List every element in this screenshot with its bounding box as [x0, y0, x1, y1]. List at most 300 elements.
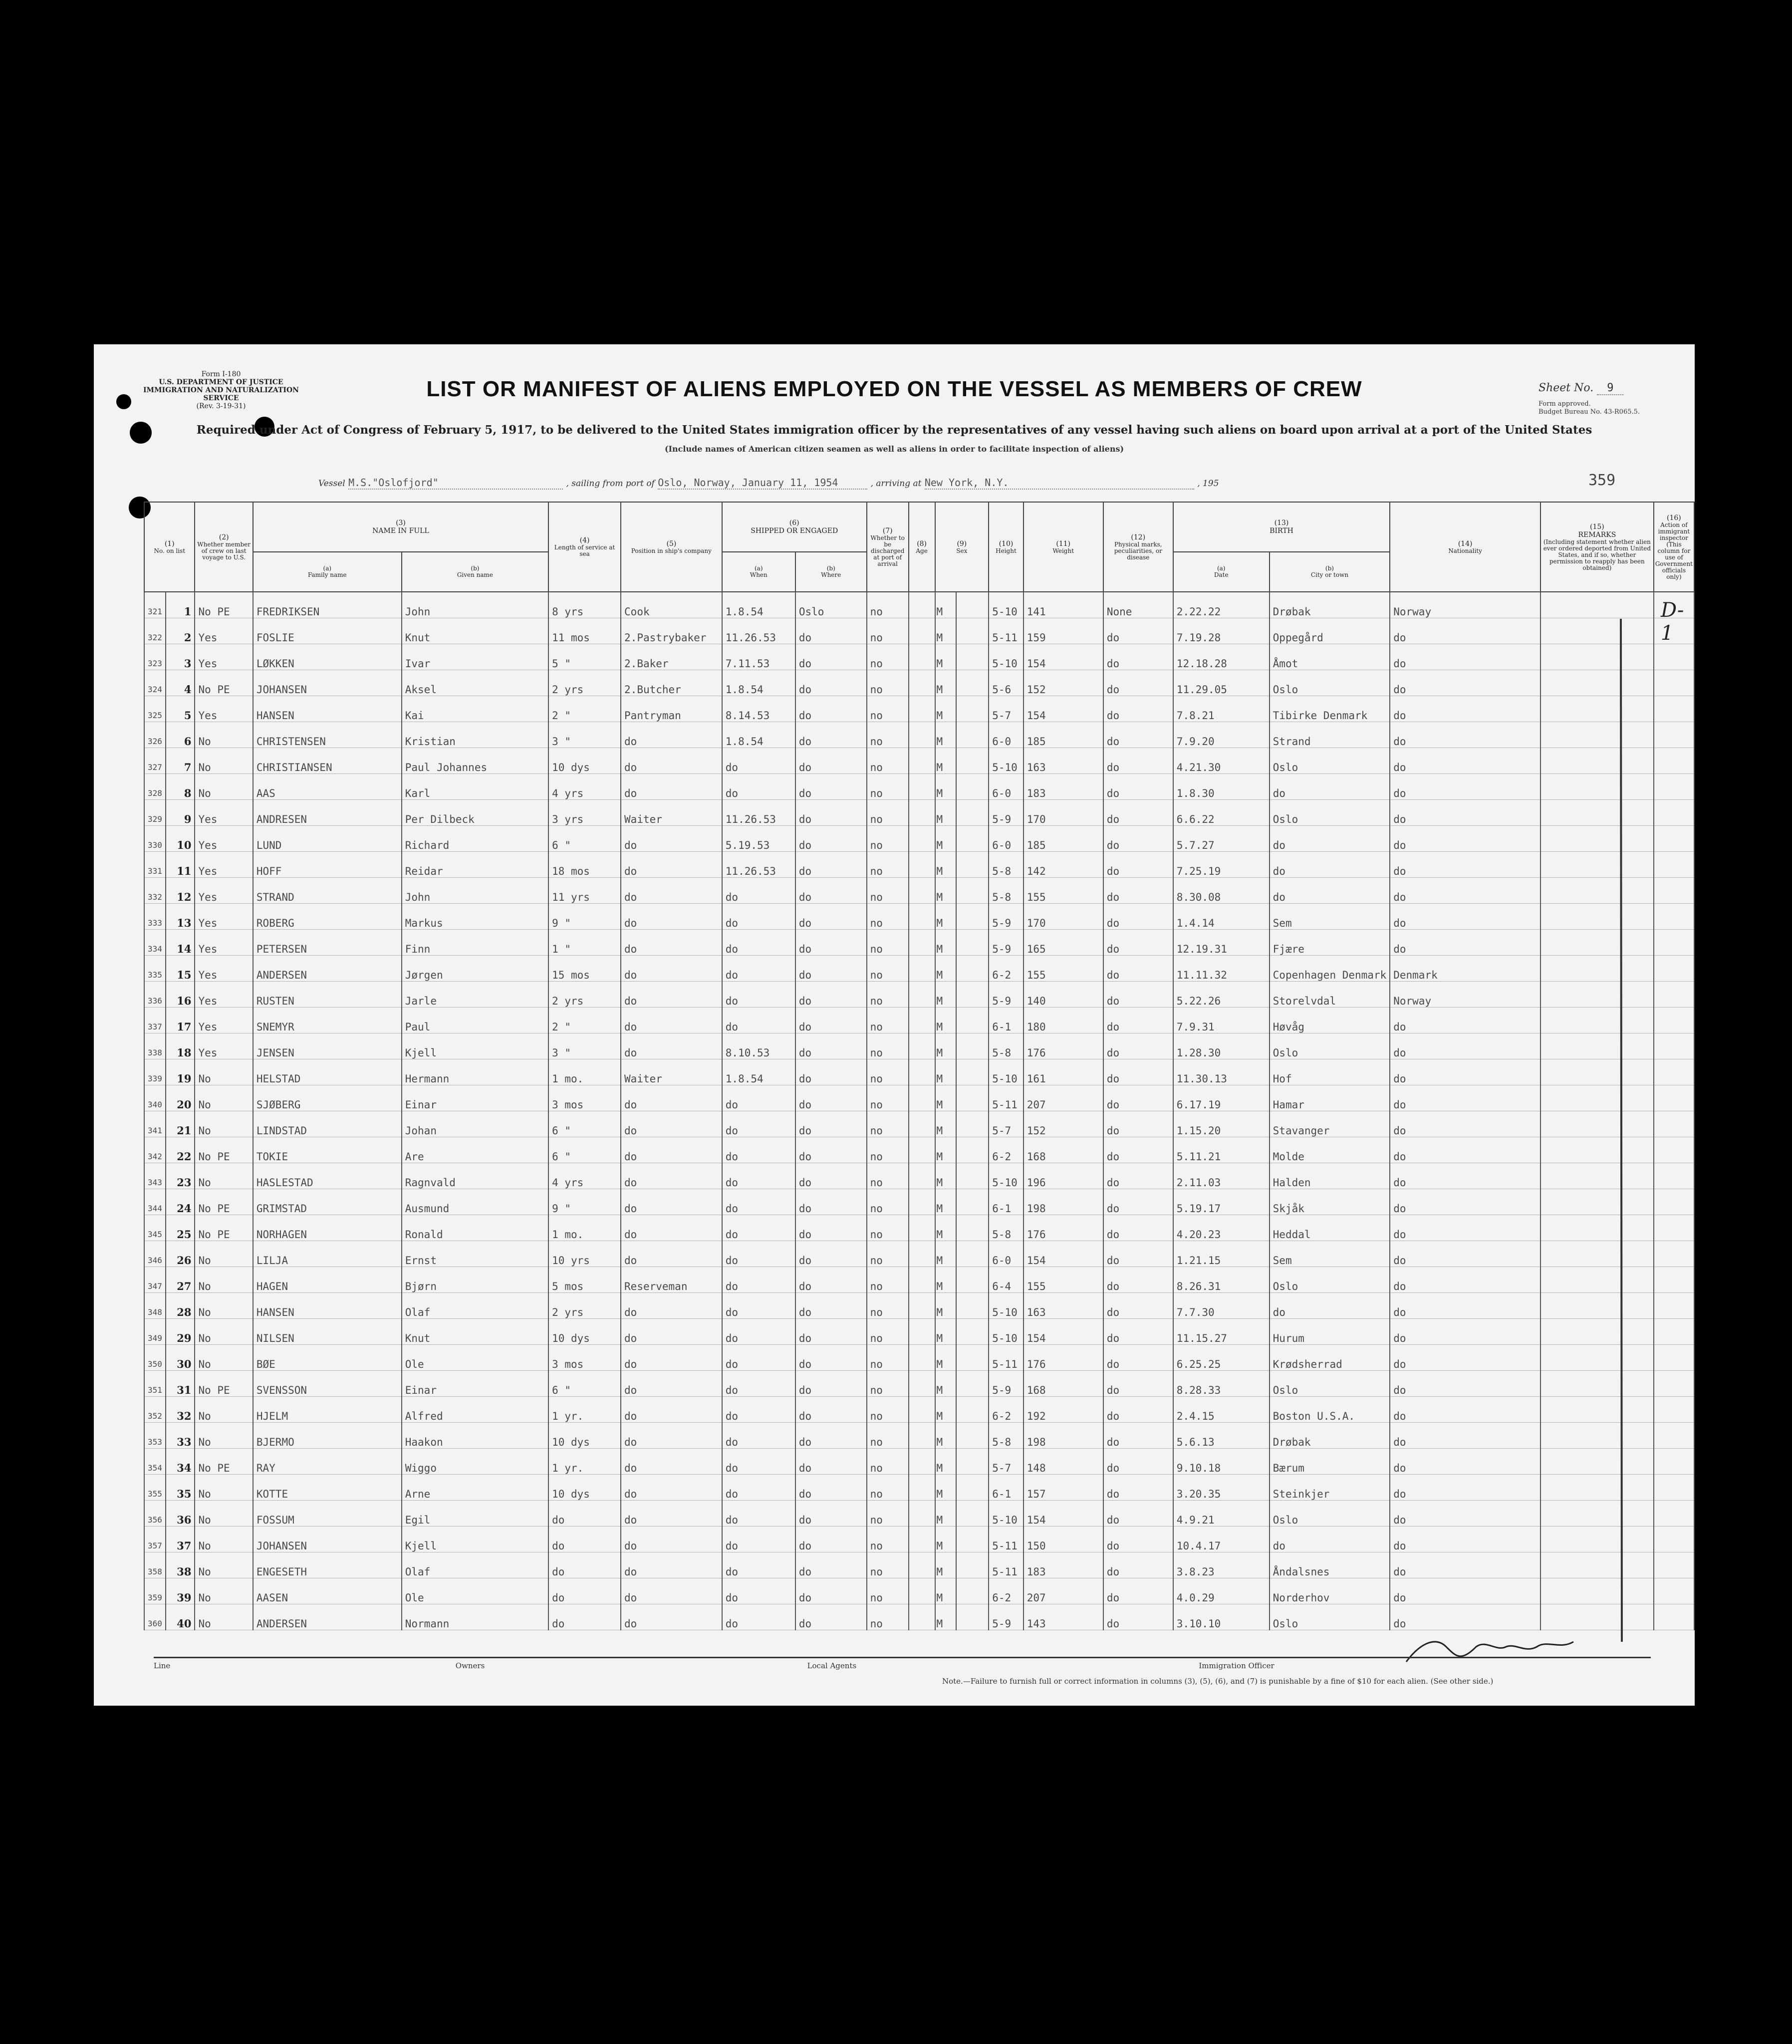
cell-fam: FOSLIE: [253, 618, 402, 644]
cell-prev: Yes: [195, 696, 253, 722]
cell-when: do: [722, 1008, 795, 1033]
table-row: [144, 644, 1694, 670]
cell-blank: [956, 1267, 989, 1293]
table-row: [144, 774, 1694, 800]
row-seq: 335: [144, 956, 166, 982]
cell-fam: FREDRIKSEN: [253, 592, 402, 618]
cell-ht: 6-1: [989, 1189, 1024, 1215]
cell-nat: do: [1390, 930, 1540, 956]
cell-where: do: [795, 644, 867, 670]
cell-city: Oslo: [1270, 1604, 1390, 1630]
cell-ht: 6-2: [989, 1137, 1024, 1163]
inspector-line: [1601, 614, 1631, 1652]
cell-dis: no: [867, 1527, 909, 1552]
row-seq: 339: [144, 1059, 166, 1085]
cell-age: [909, 1371, 935, 1397]
cell-marks: do: [1103, 1267, 1173, 1293]
cell-nat: do: [1390, 1163, 1540, 1189]
table-row: [144, 1189, 1694, 1215]
cell-prev: No: [195, 722, 253, 748]
cell-city: Stavanger: [1270, 1111, 1390, 1137]
cell-pos: Waiter: [621, 800, 722, 826]
cell-sex: M: [935, 1267, 957, 1293]
cell-rem: [1540, 1319, 1654, 1345]
cell-dis: no: [867, 852, 909, 878]
cell-given: Richard: [402, 826, 548, 852]
cell-act: [1654, 1189, 1694, 1215]
cell-svc: do: [548, 1604, 621, 1630]
col-action: [1654, 502, 1694, 592]
cell-sex: M: [935, 1371, 957, 1397]
cell-blank: [956, 1241, 989, 1267]
cell-age: [909, 1423, 935, 1449]
col-where: [795, 552, 867, 592]
cell-marks: do: [1103, 1215, 1173, 1241]
col-family-title: Family name: [307, 571, 347, 578]
cell-svc: 8 yrs: [548, 592, 621, 618]
cell-fam: LILJA: [253, 1241, 402, 1267]
row-number: 17: [166, 1008, 195, 1033]
cell-where: do: [795, 1189, 867, 1215]
cell-given: Paul: [402, 1008, 548, 1033]
row-seq: 353: [144, 1423, 166, 1449]
cell-nat: do: [1390, 1241, 1540, 1267]
row-number: 15: [166, 956, 195, 982]
cell-sex: M: [935, 1189, 957, 1215]
cell-given: Finn: [402, 930, 548, 956]
cell-marks: do: [1103, 1397, 1173, 1423]
cell-rem: [1540, 1527, 1654, 1552]
cell-when: do: [722, 1475, 795, 1501]
cell-bdate: 11.29.05: [1173, 670, 1270, 696]
cell-when: do: [722, 1085, 795, 1111]
cell-act: [1654, 1501, 1694, 1527]
cell-blank: [956, 1552, 989, 1578]
cell-where: do: [795, 1449, 867, 1475]
page-title: LIST OR MANIFEST OF ALIENS EMPLOYED ON THE VESSEL AS MEMBERS OF CREW: [426, 377, 1362, 401]
cell-ht: 5-8: [989, 1423, 1024, 1449]
cell-bdate: 1.8.30: [1173, 774, 1270, 800]
table-row: [144, 1345, 1694, 1371]
cell-age: [909, 722, 935, 748]
cell-act: [1654, 878, 1694, 904]
cell-rem: [1540, 1293, 1654, 1319]
cell-where: do: [795, 1371, 867, 1397]
cell-nat: do: [1390, 1449, 1540, 1475]
sailing-label: , sailing from port of: [566, 479, 655, 489]
cell-given: Alfred: [402, 1397, 548, 1423]
cell-fam: PETERSEN: [253, 930, 402, 956]
cell-svc: 10 dys: [548, 1475, 621, 1501]
cell-ht: 5-9: [989, 1371, 1024, 1397]
cell-bdate: 5.6.13: [1173, 1423, 1270, 1449]
cell-where: do: [795, 878, 867, 904]
cell-age: [909, 670, 935, 696]
footer-officer: Immigration Officer: [1199, 1661, 1275, 1670]
col-sex: [935, 502, 989, 592]
cell-blank: [956, 1527, 989, 1552]
cell-where: do: [795, 956, 867, 982]
cell-blank: [956, 1111, 989, 1137]
vessel-name: M.S."Oslofjord": [348, 477, 563, 490]
cell-prev: Yes: [195, 956, 253, 982]
cell-wt: 176: [1024, 1215, 1103, 1241]
cell-city: Oslo: [1270, 748, 1390, 774]
approved-label: Form approved.: [1538, 400, 1591, 408]
cell-ht: 5-10: [989, 1163, 1024, 1189]
cell-given: Markus: [402, 904, 548, 930]
row-number: 22: [166, 1137, 195, 1163]
cell-when: do: [722, 1319, 795, 1345]
cell-act: [1654, 1111, 1694, 1137]
cell-wt: 192: [1024, 1397, 1103, 1423]
cell-prev: No: [195, 1163, 253, 1189]
table-row: [144, 800, 1694, 826]
cell-pos: do: [621, 904, 722, 930]
col-marks-title: Physical marks, peculiarities, or disease: [1114, 540, 1162, 561]
cell-given: Are: [402, 1137, 548, 1163]
voyage-line: [318, 477, 1219, 490]
col-name-title: NAME IN FULL: [372, 527, 429, 535]
table-row: [144, 1163, 1694, 1189]
cell-age: [909, 592, 935, 618]
cell-bdate: 1.15.20: [1173, 1111, 1270, 1137]
row-seq: 331: [144, 852, 166, 878]
cell-city: do: [1270, 1293, 1390, 1319]
cell-prev: Yes: [195, 644, 253, 670]
table-row: [144, 852, 1694, 878]
col-previous: [195, 502, 253, 592]
cell-pos: do: [621, 1033, 722, 1059]
cell-rem: [1540, 618, 1654, 644]
cell-marks: do: [1103, 826, 1173, 852]
col-shipped-title: SHIPPED OR ENGAGED: [751, 527, 838, 535]
cell-wt: 185: [1024, 722, 1103, 748]
table-row: [144, 1059, 1694, 1085]
col-position-num: (5): [666, 539, 677, 548]
cell-age: [909, 1111, 935, 1137]
cell-city: Copenhagen Denmark: [1270, 956, 1390, 982]
cell-city: Drøbak: [1270, 592, 1390, 618]
cell-nat: do: [1390, 1267, 1540, 1293]
cell-ht: 5-10: [989, 592, 1024, 618]
cell-pos: do: [621, 878, 722, 904]
cell-city: do: [1270, 826, 1390, 852]
cell-when: 1.8.54: [722, 592, 795, 618]
inspector-mark: D-1: [1661, 599, 1684, 645]
cell-when: do: [722, 1552, 795, 1578]
row-number: 33: [166, 1423, 195, 1449]
cell-blank: [956, 982, 989, 1008]
cell-pos: do: [621, 1293, 722, 1319]
cell-prev: No PE: [195, 592, 253, 618]
cell-pos: do: [621, 1604, 722, 1630]
col-remarks-note: (Including statement whether alien ever ordered deported from United States, and if so, whether permission to reapply has been obtained): [1543, 538, 1651, 571]
cell-wt: 170: [1024, 800, 1103, 826]
cell-age: [909, 1059, 935, 1085]
col-action-num: (16): [1667, 513, 1681, 522]
cell-rem: [1540, 1008, 1654, 1033]
cell-when: do: [722, 1527, 795, 1552]
cell-act: [1654, 1008, 1694, 1033]
table-row: [144, 1527, 1694, 1552]
cell-given: Knut: [402, 618, 548, 644]
col-action-note: (This column for use of Government officials only): [1655, 540, 1693, 580]
cell-wt: 163: [1024, 1293, 1103, 1319]
cell-ht: 5-7: [989, 1111, 1024, 1137]
cell-bdate: 7.7.30: [1173, 1293, 1270, 1319]
cell-nat: do: [1390, 696, 1540, 722]
table-row: [144, 618, 1694, 644]
cell-act: [1654, 1059, 1694, 1085]
cell-act: [1654, 1475, 1694, 1501]
cell-pos: do: [621, 774, 722, 800]
cell-prev: No: [195, 1319, 253, 1345]
cell-blank: [956, 1319, 989, 1345]
cell-act: [1654, 852, 1694, 878]
row-number: 11: [166, 852, 195, 878]
cell-ht: 5-10: [989, 748, 1024, 774]
cell-marks: do: [1103, 1423, 1173, 1449]
cell-ht: 5-11: [989, 1527, 1024, 1552]
cell-city: do: [1270, 852, 1390, 878]
cell-act: [1654, 1604, 1694, 1630]
cell-svc: do: [548, 1552, 621, 1578]
col-when: [722, 552, 795, 592]
cell-blank: [956, 1293, 989, 1319]
cell-act: [1654, 1293, 1694, 1319]
cell-sex: M: [935, 592, 957, 618]
cell-act: [1654, 1345, 1694, 1371]
cell-wt: 152: [1024, 1111, 1103, 1137]
cell-svc: 2 yrs: [548, 1293, 621, 1319]
cell-city: Hurum: [1270, 1319, 1390, 1345]
row-number: 19: [166, 1059, 195, 1085]
cell-prev: No PE: [195, 1371, 253, 1397]
cell-age: [909, 1501, 935, 1527]
cell-nat: Norway: [1390, 592, 1540, 618]
cell-marks: do: [1103, 696, 1173, 722]
cell-pos: do: [621, 1578, 722, 1604]
cell-blank: [956, 800, 989, 826]
cell-city: Storelvdal: [1270, 982, 1390, 1008]
cell-sex: M: [935, 1397, 957, 1423]
cell-when: 11.26.53: [722, 618, 795, 644]
col-remarks-num: (15): [1590, 522, 1604, 531]
cell-fam: BØE: [253, 1345, 402, 1371]
cell-marks: do: [1103, 1604, 1173, 1630]
cell-sex: M: [935, 1501, 957, 1527]
cell-marks: do: [1103, 1475, 1173, 1501]
cell-pos: 2.Baker: [621, 644, 722, 670]
cell-wt: 155: [1024, 1267, 1103, 1293]
cell-prev: No PE: [195, 1449, 253, 1475]
cell-wt: 143: [1024, 1604, 1103, 1630]
cell-act: [1654, 1085, 1694, 1111]
cell-act: [1654, 800, 1694, 826]
cell-pos: do: [621, 1319, 722, 1345]
cell-bdate: 2.22.22: [1173, 592, 1270, 618]
cell-fam: GRIMSTAD: [253, 1189, 402, 1215]
cell-nat: do: [1390, 774, 1540, 800]
cell-dis: no: [867, 618, 909, 644]
cell-city: Skjåk: [1270, 1189, 1390, 1215]
cell-marks: do: [1103, 1552, 1173, 1578]
cell-fam: CHRISTIANSEN: [253, 748, 402, 774]
col-name-num: (3): [396, 519, 406, 527]
cell-sex: M: [935, 1163, 957, 1189]
table-row: [144, 1475, 1694, 1501]
row-seq: 350: [144, 1345, 166, 1371]
cell-fam: HANSEN: [253, 1293, 402, 1319]
cell-rem: [1540, 722, 1654, 748]
cell-nat: do: [1390, 1604, 1540, 1630]
cell-fam: ANDERSEN: [253, 1604, 402, 1630]
cell-sex: M: [935, 618, 957, 644]
col-sex-num: (9): [957, 539, 967, 548]
cell-svc: 6 ": [548, 826, 621, 852]
cell-prev: Yes: [195, 826, 253, 852]
cell-dis: no: [867, 1189, 909, 1215]
cell-wt: 207: [1024, 1085, 1103, 1111]
cell-pos: do: [621, 1215, 722, 1241]
row-seq: 349: [144, 1319, 166, 1345]
cell-dis: no: [867, 1137, 909, 1163]
cell-act: [1654, 1371, 1694, 1397]
cell-wt: 176: [1024, 1345, 1103, 1371]
cell-fam: JOHANSEN: [253, 1527, 402, 1552]
col-nationality-num: (14): [1458, 539, 1473, 548]
row-number: 25: [166, 1215, 195, 1241]
cell-age: [909, 930, 935, 956]
cell-wt: 183: [1024, 1552, 1103, 1578]
cell-where: do: [795, 1578, 867, 1604]
cell-dis: no: [867, 1449, 909, 1475]
cell-age: [909, 748, 935, 774]
cell-when: do: [722, 1163, 795, 1189]
cell-marks: do: [1103, 644, 1173, 670]
cell-sex: M: [935, 722, 957, 748]
arrival-port: New York, N.Y.: [925, 477, 1194, 490]
cell-fam: FOSSUM: [253, 1501, 402, 1527]
cell-sex: M: [935, 748, 957, 774]
form-number: Form I-180: [201, 370, 241, 378]
cell-sex: M: [935, 852, 957, 878]
cell-where: do: [795, 774, 867, 800]
col-no-num: (1): [164, 539, 175, 548]
table-row: [144, 1604, 1694, 1630]
cell-dis: no: [867, 1163, 909, 1189]
cell-when: do: [722, 930, 795, 956]
cell-act: [1654, 1449, 1694, 1475]
cell-city: Oslo: [1270, 1371, 1390, 1397]
cell-pos: do: [621, 1085, 722, 1111]
table-row: [144, 878, 1694, 904]
cell-rem: [1540, 1163, 1654, 1189]
cell-fam: SVENSSON: [253, 1371, 402, 1397]
cell-bdate: 5.22.26: [1173, 982, 1270, 1008]
cell-marks: do: [1103, 956, 1173, 982]
row-seq: 336: [144, 982, 166, 1008]
cell-svc: 2 ": [548, 1008, 621, 1033]
cell-ht: 5-10: [989, 644, 1024, 670]
cell-where: Oslo: [795, 592, 867, 618]
cell-pos: do: [621, 1423, 722, 1449]
cell-when: do: [722, 1604, 795, 1630]
cell-given: Ole: [402, 1578, 548, 1604]
cell-ht: 5-8: [989, 1215, 1024, 1241]
row-number: 4: [166, 670, 195, 696]
cell-age: [909, 878, 935, 904]
cell-sex: M: [935, 956, 957, 982]
cell-sex: M: [935, 1059, 957, 1085]
cell-ht: 5-9: [989, 930, 1024, 956]
cell-blank: [956, 1423, 989, 1449]
row-number: 32: [166, 1397, 195, 1423]
cell-given: Haakon: [402, 1423, 548, 1449]
cell-pos: do: [621, 1397, 722, 1423]
cell-bdate: 5.7.27: [1173, 826, 1270, 852]
cell-wt: 154: [1024, 644, 1103, 670]
cell-sex: M: [935, 1475, 957, 1501]
cell-age: [909, 1215, 935, 1241]
cell-act: [1654, 1137, 1694, 1163]
cell-fam: ANDRESEN: [253, 800, 402, 826]
cell-pos: do: [621, 1241, 722, 1267]
cell-rem: [1540, 1189, 1654, 1215]
cell-blank: [956, 1371, 989, 1397]
cell-bdate: 8.30.08: [1173, 878, 1270, 904]
cell-dis: no: [867, 1033, 909, 1059]
sheet-value: 9: [1597, 382, 1623, 395]
cell-rem: [1540, 592, 1654, 618]
cell-ht: 5-9: [989, 904, 1024, 930]
cell-bdate: 6.25.25: [1173, 1345, 1270, 1371]
cell-fam: NILSEN: [253, 1319, 402, 1345]
cell-marks: do: [1103, 1059, 1173, 1085]
cell-when: 1.8.54: [722, 670, 795, 696]
cell-prev: No: [195, 1475, 253, 1501]
cell-sex: M: [935, 1008, 957, 1033]
cell-city: Oslo: [1270, 670, 1390, 696]
cell-svc: 1 yr.: [548, 1397, 621, 1423]
cell-dis: no: [867, 1085, 909, 1111]
cell-age: [909, 1449, 935, 1475]
cell-where: do: [795, 800, 867, 826]
cell-nat: do: [1390, 1111, 1540, 1137]
col-where-title: Where: [821, 571, 841, 578]
cell-prev: No PE: [195, 1189, 253, 1215]
col-no: [144, 502, 195, 592]
cell-when: do: [722, 956, 795, 982]
col-where-num: (b): [826, 565, 835, 572]
cell-svc: do: [548, 1527, 621, 1552]
cell-act: [1654, 1033, 1694, 1059]
cell-ht: 6-1: [989, 1008, 1024, 1033]
cell-marks: do: [1103, 1319, 1173, 1345]
cell-wt: 198: [1024, 1189, 1103, 1215]
cell-nat: do: [1390, 1527, 1540, 1552]
cell-fam: HASLESTAD: [253, 1163, 402, 1189]
cell-prev: Yes: [195, 852, 253, 878]
cell-blank: [956, 852, 989, 878]
cell-when: do: [722, 878, 795, 904]
cell-rem: [1540, 696, 1654, 722]
cell-age: [909, 1241, 935, 1267]
cell-age: [909, 1033, 935, 1059]
cell-act: [1654, 956, 1694, 982]
cell-wt: 165: [1024, 930, 1103, 956]
